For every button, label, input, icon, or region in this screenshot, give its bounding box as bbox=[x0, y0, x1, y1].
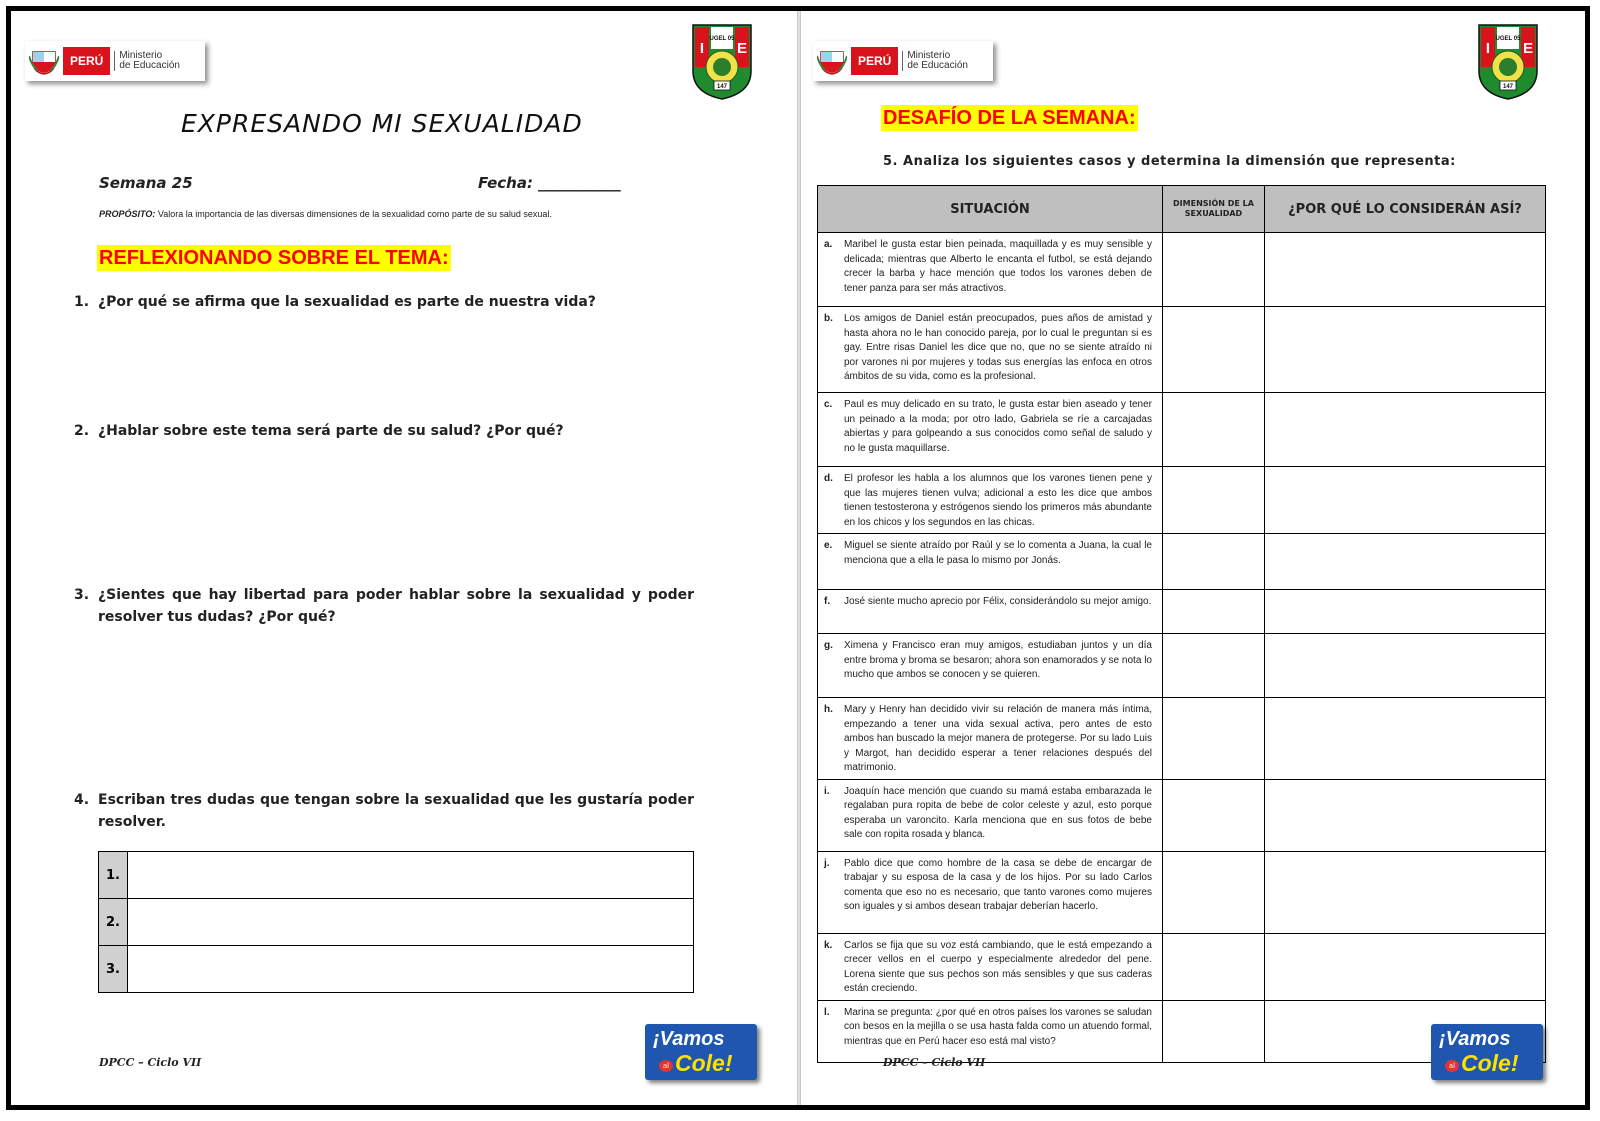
ministerio-label: Ministerio de Educación bbox=[114, 51, 180, 71]
case-cell bbox=[818, 467, 1163, 534]
dimension-answer-cell[interactable] bbox=[1163, 467, 1265, 534]
reason-answer-cell[interactable] bbox=[1265, 534, 1546, 590]
reason-answer-cell[interactable] bbox=[1265, 933, 1546, 1000]
reason-answer-cell[interactable] bbox=[1265, 393, 1546, 467]
answer-cell[interactable] bbox=[128, 899, 694, 946]
question-number: 3. bbox=[74, 587, 90, 603]
dimension-answer-cell[interactable] bbox=[1163, 534, 1265, 590]
answer-cell[interactable] bbox=[128, 946, 694, 993]
question-text: ¿Sientes que hay libertad para poder hablar sobre la sexualidad y poder resolver tus dudas? ¿Por qué? bbox=[98, 587, 694, 625]
case-letter: a. bbox=[824, 239, 833, 250]
case-cell bbox=[818, 634, 1163, 698]
table-row bbox=[818, 590, 1546, 634]
dimension-answer-cell[interactable] bbox=[1163, 851, 1265, 933]
right-page bbox=[801, 11, 1585, 1105]
badge-letter-e: E bbox=[1522, 40, 1534, 57]
question-5-instruction: 5. Analiza los siguientes casos y determina la dimensión que representa: bbox=[883, 154, 1456, 169]
question-number: 2. bbox=[74, 423, 90, 439]
vamos-al-cole-logo bbox=[1431, 1024, 1543, 1080]
minedu-logo bbox=[25, 41, 205, 81]
case-cell bbox=[818, 779, 1163, 851]
table-row bbox=[818, 393, 1546, 467]
case-cell bbox=[818, 534, 1163, 590]
question-number: 4. bbox=[74, 792, 90, 808]
cole-text: Cole! bbox=[675, 1050, 733, 1076]
reason-answer-cell[interactable] bbox=[1265, 698, 1546, 780]
header-porque: ¿POR QUÉ LO CONSIDERÁN ASÍ? bbox=[1265, 186, 1546, 233]
table-row bbox=[818, 467, 1546, 534]
question-1 bbox=[74, 291, 694, 313]
footer-label: DPCC – Ciclo VII bbox=[883, 1056, 986, 1069]
table-row bbox=[818, 779, 1546, 851]
vamos-al-cole-logo bbox=[645, 1024, 757, 1080]
vamos-al-text: al bbox=[659, 1060, 673, 1072]
case-letter: c. bbox=[824, 399, 833, 410]
cole-text: Cole! bbox=[1461, 1050, 1519, 1076]
row-number: 1. bbox=[99, 852, 128, 899]
table-header-row bbox=[818, 186, 1546, 233]
row-number: 2. bbox=[99, 899, 128, 946]
question-text: ¿Por qué se afirma que la sexualidad es parte de nuestra vida? bbox=[98, 294, 596, 310]
proposito-line bbox=[99, 209, 552, 219]
badge-letter-e: E bbox=[736, 40, 748, 57]
question-number: 1. bbox=[74, 294, 90, 310]
dimension-answer-cell[interactable] bbox=[1163, 307, 1265, 393]
case-text: José siente mucho aprecio por Félix, considerándolo su mejor amigo. bbox=[844, 596, 1152, 607]
left-page bbox=[11, 11, 797, 1105]
question-text: Escriban tres dudas que tengan sobre la sexualidad que les gustaría poder resolver. bbox=[98, 792, 694, 830]
dimension-answer-cell[interactable] bbox=[1163, 634, 1265, 698]
peru-coat-of-arms-icon bbox=[25, 43, 63, 79]
question-3 bbox=[74, 584, 694, 628]
section-heading: REFLEXIONANDO SOBRE EL TEMA: bbox=[99, 247, 449, 269]
challenge-heading: DESAFÍO DE LA SEMANA: bbox=[883, 107, 1136, 129]
proposito-label: PROPÓSITO: bbox=[99, 209, 156, 219]
case-cell bbox=[818, 933, 1163, 1000]
case-text: Miguel se siente atraído por Raúl y se lo comenta a Juana, la cual le menciona que a ella le pasa lo mismo por Jonás. bbox=[844, 540, 1152, 566]
case-letter: k. bbox=[824, 939, 833, 951]
case-cell bbox=[818, 307, 1163, 393]
case-text: Maribel le gusta estar bien peinada, maquillada y es muy sensible y delicada; mientras que Alberto le encanta el futbol, se está dejando crecer la barba y hace mención que todos los varones deben de tener panza para ser más atractivos. bbox=[844, 239, 1152, 294]
case-cell bbox=[818, 851, 1163, 933]
case-text: Pablo dice que como hombre de la casa se debe de encargar de trabajar y su esposa de la casa y de los hijos. Por su lado Carlos comenta que eso no es necesario, que tanto varones como mujeres son iguales y si ambos desean trabajar deberían hacerlo. bbox=[844, 857, 1152, 912]
dimension-answer-cell[interactable] bbox=[1163, 1000, 1265, 1062]
situations-table bbox=[817, 185, 1546, 1063]
case-text: Joaquín hace mención que cuando su mamá estaba embarazada le regalaban pura ropita de bebe de color celeste y azul, esto porque esperaba un varoncito. Karla menciona que en sus fotos de bebe sale con ropita rosada y blanca. bbox=[844, 785, 1152, 840]
case-text: Los amigos de Daniel están preocupados, pues años de amistad y hasta ahora no le han conocido pareja, por lo cual le preguntan si es gay. Entre risas Daniel les dice que no, que no se siente atraído ni por varones ni por mujeres y todas sus energías las enfoca en otros ámbitos de su vida, como es la profesional. bbox=[844, 313, 1152, 382]
case-letter: e. bbox=[824, 540, 833, 551]
table-row bbox=[99, 852, 694, 899]
case-text: Carlos se fija que su voz está cambiando, que le está empezando a crecer vellos en el cuerpo y especialmente alrededor del pene. Lorena siente que sus pechos son más sensibles y que sus caderas están creciendo. bbox=[844, 939, 1152, 994]
minedu-logo bbox=[813, 41, 993, 81]
reason-answer-cell[interactable] bbox=[1265, 851, 1546, 933]
question-text: ¿Hablar sobre este tema será parte de su salud? ¿Por qué? bbox=[98, 423, 564, 439]
vamos-text: ¡Vamos bbox=[1439, 1028, 1511, 1050]
case-letter: d. bbox=[824, 473, 833, 484]
ie-school-badge bbox=[691, 23, 753, 101]
vamos-text: ¡Vamos bbox=[653, 1028, 725, 1050]
badge-ugel-text: UGEL 05 bbox=[709, 36, 735, 42]
case-cell bbox=[818, 233, 1163, 307]
table-row bbox=[818, 233, 1546, 307]
reason-answer-cell[interactable] bbox=[1265, 467, 1546, 534]
reason-answer-cell[interactable] bbox=[1265, 590, 1546, 634]
badge-ugel-text: UGEL 05 bbox=[1495, 36, 1521, 42]
question-4 bbox=[74, 789, 694, 833]
case-text: Paul es muy delicado en su trato, le gusta estar bien aseado y tener un peinado a la moda; por otro lado, Gabriela se ríe a carcajadas abiertas y para golpeando a sus conocidos como señal de saludo y no le gusta maquillarse. bbox=[844, 399, 1152, 454]
reason-answer-cell[interactable] bbox=[1265, 307, 1546, 393]
case-letter: l. bbox=[824, 1006, 830, 1018]
case-text: Mary y Henry han decidido vivir su relación de manera más íntima, empezando a tener una vida sexual activa, pero antes de esto ambos han buscado la mejor manera de protegerse. Por su lado Luis y Margot, han decidido esperar a tener relaciones después del matrimonio. bbox=[844, 704, 1152, 773]
dimension-answer-cell[interactable] bbox=[1163, 779, 1265, 851]
case-letter: b. bbox=[824, 313, 833, 324]
case-text: Ximena y Francisco eran muy amigos, estudiaban juntos y un día entre broma y broma se besaron; ahora son enamorados y se nota lo mucho que ambos se conocen y se quieren. bbox=[844, 640, 1152, 680]
case-letter: f. bbox=[824, 596, 831, 607]
case-cell bbox=[818, 698, 1163, 780]
peru-coat-of-arms-icon bbox=[813, 43, 851, 79]
case-letter: g. bbox=[824, 640, 833, 651]
header-dimension: DIMENSIÓN DE LA SEXUALIDAD bbox=[1163, 186, 1265, 233]
case-letter: j. bbox=[824, 857, 830, 869]
table-row bbox=[818, 933, 1546, 1000]
case-cell bbox=[818, 393, 1163, 467]
badge-letter-i: I bbox=[699, 40, 705, 57]
footer-label: DPCC – Ciclo VII bbox=[99, 1056, 202, 1069]
dimension-answer-cell[interactable] bbox=[1163, 590, 1265, 634]
doubts-answer-table bbox=[98, 851, 694, 993]
peru-label: PERÚ bbox=[63, 47, 110, 75]
case-text: Marina se pregunta: ¿por qué en otros países los varones se saludan con besos en la mejilla o se usa hasta falda como un atuendo formal, mientras que en Perú hacer eso está mal visto? bbox=[844, 1006, 1152, 1047]
case-letter: i. bbox=[824, 785, 830, 797]
table-row bbox=[99, 899, 694, 946]
vamos-al-text: al bbox=[1445, 1060, 1459, 1072]
case-letter: h. bbox=[824, 704, 833, 715]
peru-label: PERÚ bbox=[851, 47, 898, 75]
row-number: 3. bbox=[99, 946, 128, 993]
semana-label: Semana 25 bbox=[99, 174, 193, 192]
dimension-answer-cell[interactable] bbox=[1163, 393, 1265, 467]
dimension-answer-cell[interactable] bbox=[1163, 233, 1265, 307]
badge-letter-i: I bbox=[1485, 40, 1491, 57]
table-row bbox=[818, 534, 1546, 590]
ie-school-badge bbox=[1477, 23, 1539, 101]
ministerio-label: Ministerio de Educación bbox=[902, 51, 968, 71]
reason-answer-cell[interactable] bbox=[1265, 634, 1546, 698]
document-title: EXPRESANDO MI SEXUALIDAD bbox=[181, 109, 583, 138]
dimension-answer-cell[interactable] bbox=[1163, 698, 1265, 780]
badge-number: 147 bbox=[1502, 84, 1514, 90]
proposito-text: Valora la importancia de las diversas dimensiones de la sexualidad como parte de su salud sexual. bbox=[157, 209, 552, 219]
question-2 bbox=[74, 420, 694, 442]
badge-number: 147 bbox=[716, 84, 728, 90]
table-row bbox=[818, 634, 1546, 698]
reason-answer-cell[interactable] bbox=[1265, 779, 1546, 851]
case-cell bbox=[818, 1000, 1163, 1062]
table-row bbox=[818, 851, 1546, 933]
table-row bbox=[99, 946, 694, 993]
table-row bbox=[818, 307, 1546, 393]
case-cell bbox=[818, 590, 1163, 634]
dimension-answer-cell[interactable] bbox=[1163, 933, 1265, 1000]
header-situacion: SITUACIÓN bbox=[818, 186, 1163, 233]
document-frame bbox=[6, 6, 1590, 1110]
fecha-field: Fecha: ___________ bbox=[478, 174, 621, 192]
case-text: El profesor les habla a los alumnos que los varones tienen pene y que las mujeres tienen vulva; adicional a esto les dice que ambos tienen testosterona y estrógenos siendo los primeros más abundante en los chicos y los segundos en las chicas. bbox=[844, 473, 1152, 528]
answer-cell[interactable] bbox=[128, 852, 694, 899]
table-row bbox=[818, 698, 1546, 780]
reason-answer-cell[interactable] bbox=[1265, 233, 1546, 307]
